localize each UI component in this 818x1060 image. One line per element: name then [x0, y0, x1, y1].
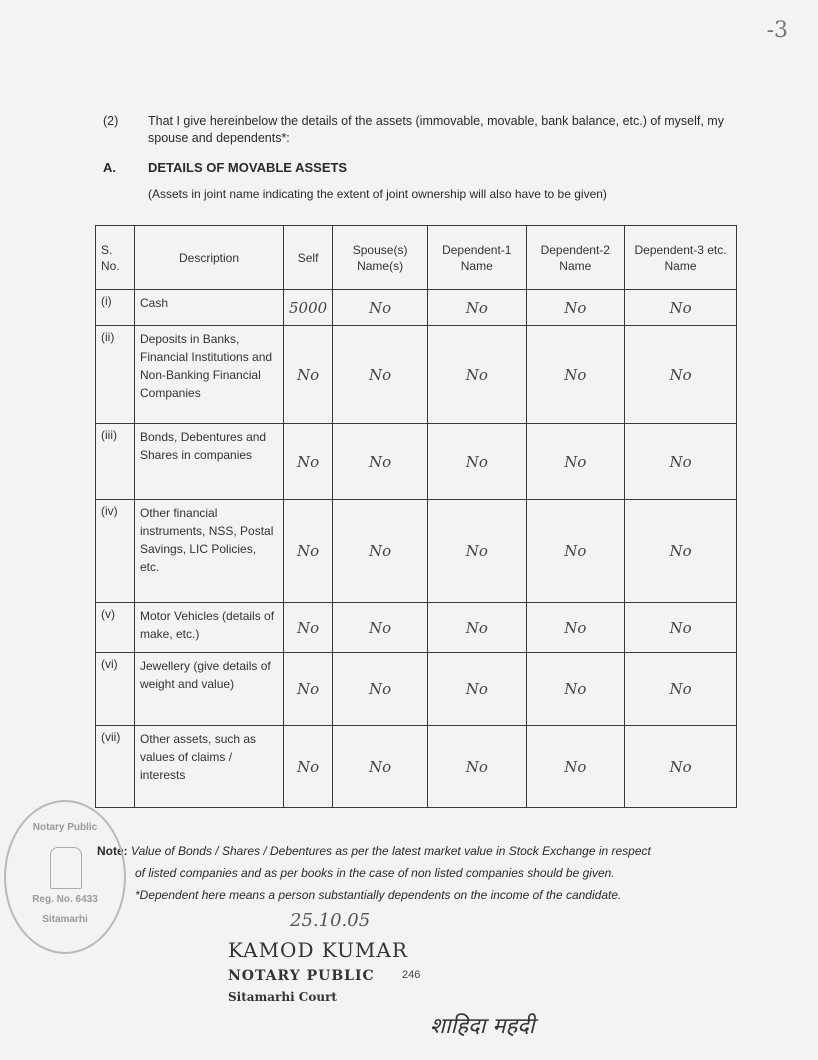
- row-description: Bonds, Debentures and Shares in companies: [135, 424, 284, 500]
- note-line-3: *Dependent here means a person substantially dependents on the income of the candidate.: [135, 888, 622, 902]
- cell-spouse: No: [333, 603, 428, 653]
- notary-entry-number: 246: [402, 969, 421, 981]
- note-text-1: Value of Bonds / Shares / Debentures as per the latest market value in Stock Exchange in respect: [131, 844, 651, 858]
- cell-spouse: No: [333, 500, 428, 603]
- cell-spouse: No: [333, 653, 428, 726]
- row-sno: (iv): [96, 500, 135, 603]
- seal-place-text: Sitamarhi: [42, 914, 88, 925]
- cell-dependent-1: No: [428, 726, 527, 808]
- cell-self: No: [284, 726, 333, 808]
- cell-dependent-1: No: [428, 653, 527, 726]
- header-self: Self: [284, 226, 333, 290]
- cell-self: No: [284, 424, 333, 500]
- cell-dependent-1: No: [428, 603, 527, 653]
- cell-dependent-2: No: [526, 290, 625, 326]
- cell-dependent-3: No: [625, 500, 737, 603]
- cell-dependent-2: No: [526, 603, 625, 653]
- cell-self: No: [284, 326, 333, 424]
- intro-number: (2): [103, 114, 119, 128]
- header-dependent-3: Dependent-3 etc. Name: [625, 226, 737, 290]
- table-row: [96, 326, 737, 424]
- row-description: Cash: [135, 290, 284, 326]
- note-line-1: [97, 840, 747, 862]
- row-description: Jewellery (give details of weight and value): [135, 653, 284, 726]
- notes-block: [97, 840, 747, 906]
- table-row: [96, 603, 737, 653]
- notary-stamp-block: [228, 938, 428, 1004]
- deponent-signature: शाहिदा महदी: [430, 1014, 535, 1039]
- row-description: Other assets, such as values of claims / interests: [135, 726, 284, 808]
- table-row: [96, 290, 737, 326]
- cell-self: 5000: [284, 290, 333, 326]
- row-sno: (ii): [96, 326, 135, 424]
- cell-dependent-1: No: [428, 500, 527, 603]
- seal-reg-text: Reg. No. 6433: [32, 894, 98, 905]
- notary-title: NOTARY PUBLIC: [228, 968, 375, 984]
- cell-self: No: [284, 500, 333, 603]
- cell-spouse: No: [333, 424, 428, 500]
- movable-assets-table: [95, 225, 737, 808]
- page-corner-mark: -3: [766, 18, 788, 43]
- table-row: [96, 726, 737, 808]
- row-description: Other financial instruments, NSS, Postal Savings, LIC Policies, etc.: [135, 500, 284, 603]
- cell-dependent-2: No: [526, 424, 625, 500]
- emblem-icon: [50, 847, 82, 889]
- cell-spouse: No: [333, 326, 428, 424]
- header-dependent-2: Dependent-2 Name: [526, 226, 625, 290]
- notary-court: Sitamarhi Court: [228, 990, 337, 1004]
- header-description: Description: [135, 226, 284, 290]
- cell-spouse: No: [333, 290, 428, 326]
- row-description: Motor Vehicles (details of make, etc.): [135, 603, 284, 653]
- section-note: (Assets in joint name indicating the extent of joint ownership will also have to be given): [148, 187, 607, 201]
- seal-top-text: Notary Public: [32, 822, 98, 833]
- notary-seal: [4, 800, 126, 954]
- section-letter: A.: [103, 160, 116, 175]
- cell-self: No: [284, 653, 333, 726]
- row-sno: (v): [96, 603, 135, 653]
- cell-dependent-3: No: [625, 653, 737, 726]
- header-sno: S. No.: [96, 226, 135, 290]
- cell-dependent-3: No: [625, 726, 737, 808]
- cell-spouse: No: [333, 726, 428, 808]
- row-sno: (iii): [96, 424, 135, 500]
- table-row: [96, 500, 737, 603]
- intro-text: That I give hereinbelow the details of the assets (immovable, movable, bank balance, etc.) of myself, my spouse and dependents*:: [148, 114, 724, 145]
- row-sno: (vii): [96, 726, 135, 808]
- note-label: Note:: [97, 844, 128, 858]
- header-spouse: Spouse(s) Name(s): [333, 226, 428, 290]
- cell-dependent-3: No: [625, 603, 737, 653]
- note-line-2: of listed companies and as per books in the case of non listed companies should be given.: [135, 866, 615, 880]
- cell-dependent-2: No: [526, 726, 625, 808]
- table-row: [96, 653, 737, 726]
- cell-dependent-1: No: [428, 290, 527, 326]
- cell-dependent-2: No: [526, 500, 625, 603]
- cell-dependent-3: No: [625, 290, 737, 326]
- notary-name: KAMOD KUMAR: [228, 938, 408, 962]
- notary-signature-date: 25.10.05: [290, 910, 371, 931]
- row-description: Deposits in Banks, Financial Institutions and Non-Banking Financial Companies: [135, 326, 284, 424]
- cell-dependent-3: No: [625, 424, 737, 500]
- row-sno: (vi): [96, 653, 135, 726]
- header-dependent-1: Dependent-1 Name: [428, 226, 527, 290]
- cell-dependent-1: No: [428, 326, 527, 424]
- cell-self: No: [284, 603, 333, 653]
- row-sno: (i): [96, 290, 135, 326]
- section-title: DETAILS OF MOVABLE ASSETS: [148, 160, 348, 175]
- cell-dependent-1: No: [428, 424, 527, 500]
- cell-dependent-3: No: [625, 326, 737, 424]
- cell-dependent-2: No: [526, 653, 625, 726]
- table-header-row: [96, 226, 737, 290]
- table-row: [96, 424, 737, 500]
- cell-dependent-2: No: [526, 326, 625, 424]
